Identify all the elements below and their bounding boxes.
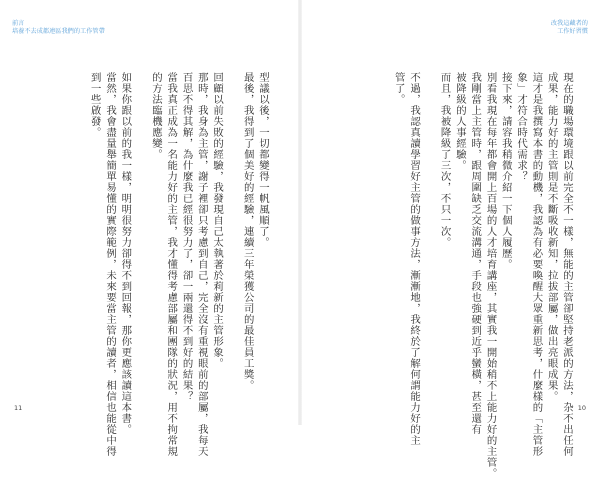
right-header-line-1: 改我這藏者的 bbox=[550, 20, 588, 27]
left-running-header bbox=[12, 20, 105, 36]
left-page-body-text: 型議以後，一切都變得一帆風順了。 最後，我得到了個美好的經驗，連續三年榮獲公司的最佳員工獎。 回顧以前失敗的經驗，我發現自己太執著於莉新的主管形象。 那時，我身為主管，謝子裡卻只考慮到自己，完全沒有重視眼前的部屬，我每天 百思不得其解，為什麼我已經很努力了，卻一兩還得不到好的結果？ 當我真正成為一名能力好的主管，我才懂得考慮部屬和團隊的狀況，用不拘常規 的方法臨機應變。 如果你跟以前的我一樣，明明很努力卻得不到回報，那你更應該讀這本書。 當然，我會盡量舉簡單易懂的實際範例，未來要當主管的讀者，相信也能從中得 到一些啟發。 bbox=[88, 72, 269, 457]
right-page-number: 10 bbox=[577, 404, 586, 412]
left-page bbox=[0, 8, 296, 457]
right-page bbox=[304, 8, 600, 479]
left-header-line-2: 培養不去成都連區我們的工作管帶 bbox=[12, 28, 105, 35]
right-header-line-2: 工作好習慣 bbox=[557, 28, 588, 35]
right-page-body-text: 現在的職場環境跟以前完全不一樣，無能的主管卻堅持老派的方法，杂不出任何 成果，能力好的主管則是不斷吸收新知，拉拔部屬，做出亮眼成果。 這才是我撰寫本書的動機，我認為有必要喚醒大眾重新思考，什麼樣的「主管形 象」才符合時代需求？ 接下來，請容我稍微介紹一下個人履歷。 別看我現在每年都會開上百場的人才培育講座，其實我一開始稍不上能力好的主管。 我剛當上主管時，跟周圍缺乏交流溝通，手段也強硬到近乎蠻橫，甚至還有 被降級的人事經驗。 而且，我被降級了三次，不只一次。 不過，我認真讀學習好主管的做事方法，漸漸地，我終於了解何謂能力好的主 管了。 bbox=[392, 72, 573, 479]
book-gutter bbox=[298, 0, 302, 425]
right-running-header bbox=[551, 20, 588, 36]
left-page-number: 11 bbox=[14, 404, 23, 412]
left-header-line-1: 前言 bbox=[12, 20, 25, 27]
